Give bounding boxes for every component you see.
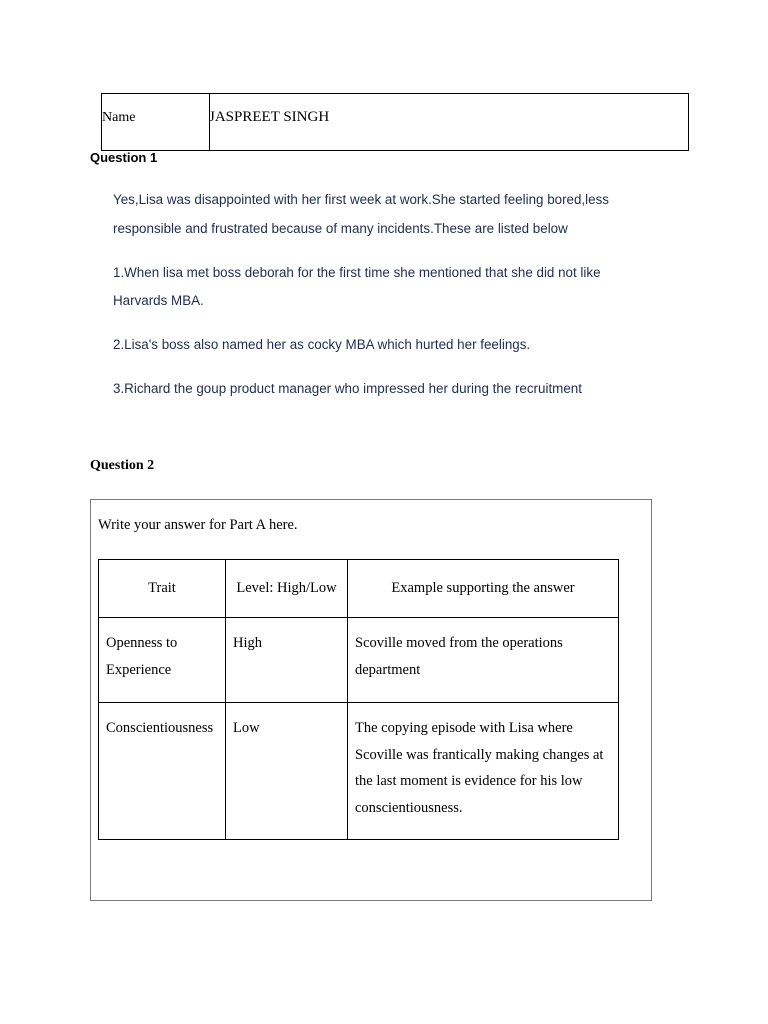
table-row (99, 703, 619, 840)
question-1-heading: Question 1 (90, 150, 158, 165)
question-1-answer (113, 186, 633, 442)
cell-example: Scoville moved from the operations department (348, 618, 619, 703)
table-row (99, 618, 619, 703)
cell-level: Low (226, 703, 348, 840)
question-2-heading: Question 2 (90, 458, 155, 473)
q1-paragraph: 3.Richard the goup product manager who impressed her during the recruitment (113, 381, 582, 396)
header-trait: Trait (99, 560, 226, 618)
question-2-answer-box (90, 499, 652, 901)
cell-trait: Conscientiousness (99, 703, 226, 840)
q1-paragraph: 2.Lisa's boss also named her as cocky MBA which hurted her feelings. (113, 337, 531, 352)
cell-example: The copying episode with Lisa where Scoville was frantically making changes at the last moment is evidence for his low conscientiousness. (348, 703, 619, 840)
name-table (101, 93, 689, 151)
name-value: JASPREET SINGH (209, 109, 330, 125)
trait-table (98, 559, 619, 840)
q1-paragraph: Yes,Lisa was disappointed with her first week at work.She started feeling bored,less responsible and frustrated because of many incidents.These are listed below (113, 192, 609, 236)
question-2-instruction: Write your answer for Part A here. (98, 517, 298, 533)
header-example: Example supporting the answer (348, 560, 619, 618)
header-level: Level: High/Low (226, 560, 348, 618)
cell-trait: Openness to Experience (99, 618, 226, 703)
name-label: Name (102, 110, 136, 125)
q1-paragraph: 1.When lisa met boss deborah for the first time she mentioned that she did not like Harvards MBA. (113, 264, 601, 308)
cell-level: High (226, 618, 348, 703)
table-header-row (99, 560, 619, 618)
